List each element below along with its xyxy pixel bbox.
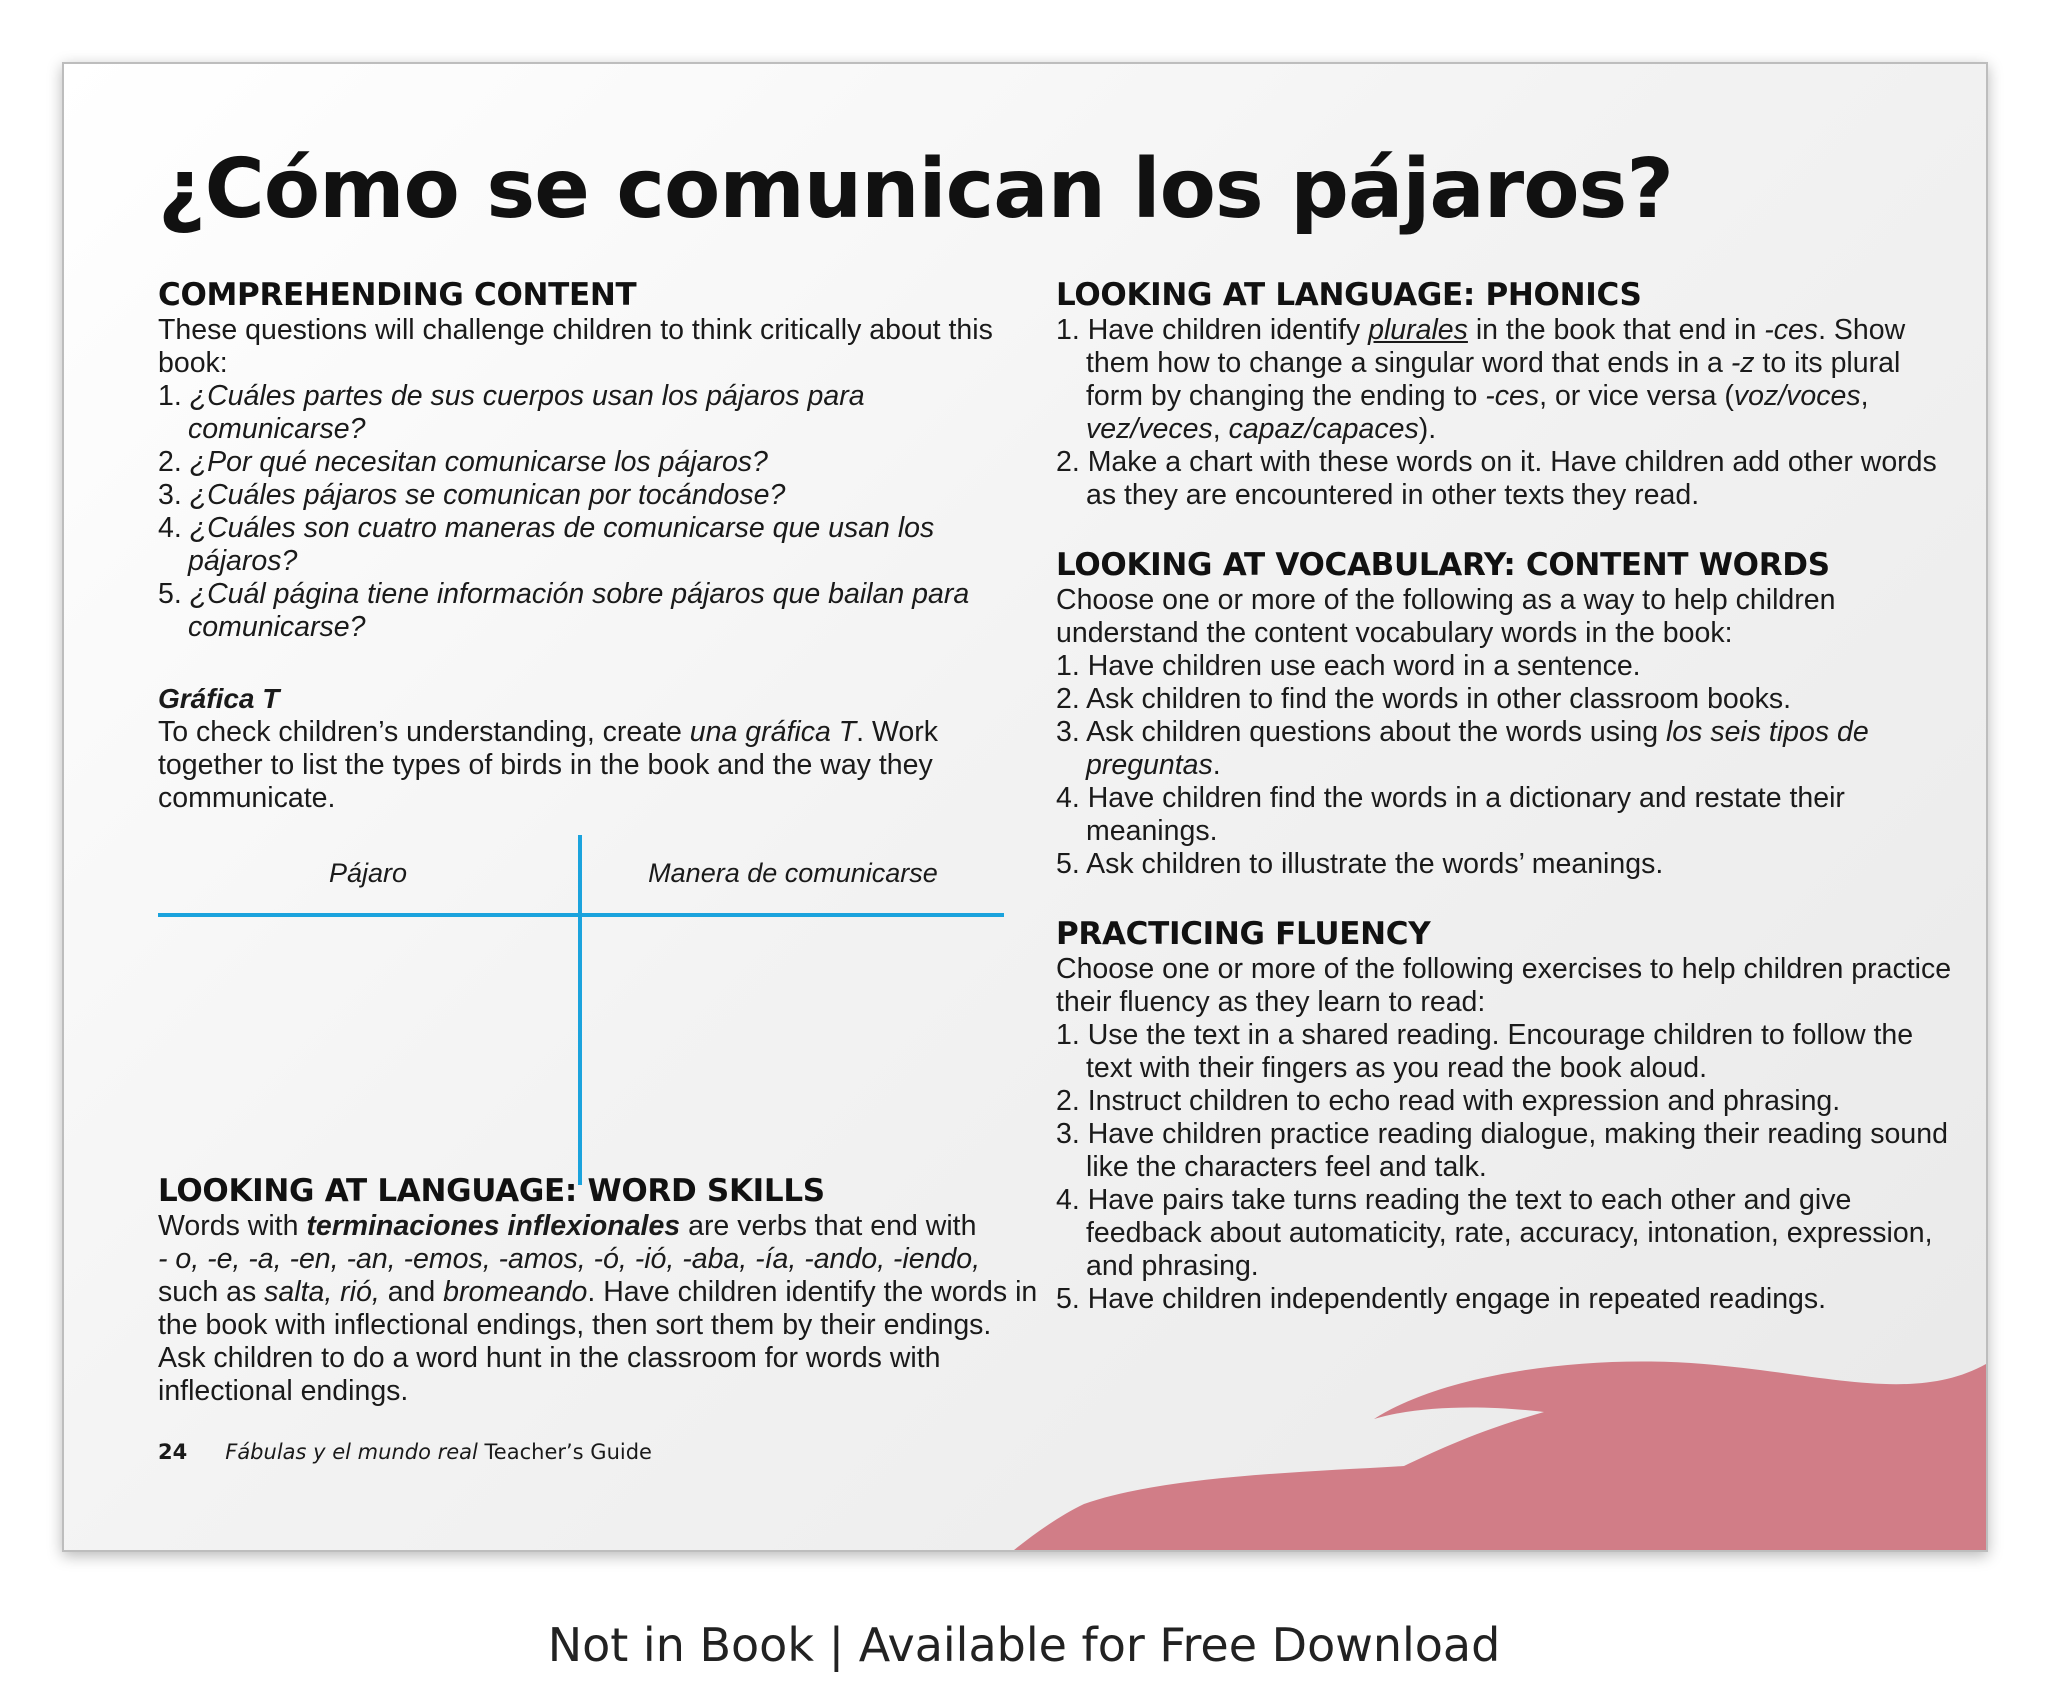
left-column [158, 276, 1038, 1185]
list-item: 2. ¿Por qué necesitan comunicarse los pájaros? [158, 446, 768, 478]
fluency-intro: Choose one or more of the following exercises to help children practice their fluency as they learn to read: [1056, 953, 1952, 1018]
list-item: 1. Have children identify plurales in the book that end in -ces. Show them how to change a singular word that ends in a -z to its plural form by changing the ending to -ces, or vice versa (voz/voces, vez/veces, capaz/capaces). [1056, 314, 1906, 445]
list-item: 1. Use the text in a shared reading. Encourage children to follow the text with their fingers as you read the book aloud. [1056, 1019, 1914, 1084]
wave-shape [1014, 1361, 1986, 1550]
t-chart-vertical-line [578, 835, 582, 1185]
list-item: 4. Have children find the words in a dictionary and restate their meanings. [1056, 782, 1845, 847]
comprehending-list [158, 380, 1038, 644]
vocabulary-heading: LOOKING AT VOCABULARY: CONTENT WORDS [1056, 547, 1830, 583]
download-caption: Not in Book | Available for Free Download [547, 1618, 1501, 1672]
t-chart-col-pajaro: Pájaro [328, 858, 408, 888]
word-skills-heading: LOOKING AT LANGUAGE: WORD SKILLS [158, 1173, 825, 1209]
list-item: 2. Instruct children to echo read with expression and phrasing. [1056, 1085, 1841, 1117]
list-item: 4. ¿Cuáles son cuatro maneras de comunicarse que usan los pájaros? [158, 512, 935, 577]
list-item: 1. ¿Cuáles partes de sus cuerpos usan los pájaros para comunicarse? [158, 380, 865, 445]
fluency-list [1056, 1019, 1956, 1316]
list-item: 4. Have pairs take turns reading the text to each other and give feedback about automaticity, rate, accuracy, intonation, expression, and phrasing. [1056, 1184, 1933, 1282]
guide-page [62, 62, 1988, 1552]
list-item: 3. ¿Cuáles pájaros se comunican por tocándose? [158, 479, 786, 511]
list-item: 1. Have children use each word in a sentence. [1056, 650, 1641, 682]
t-chart [158, 835, 1004, 1185]
comprehending-heading: COMPREHENDING CONTENT [158, 277, 637, 313]
guide-label: Teacher’s Guide [477, 1440, 652, 1464]
phonics-heading: LOOKING AT LANGUAGE: PHONICS [1056, 277, 1642, 313]
page-title: ¿Cómo se comunican los pájaros? [158, 142, 1673, 237]
book-title: Fábulas y el mundo real [225, 1440, 478, 1464]
right-column [1056, 276, 1956, 1316]
list-item: 5. ¿Cuál página tiene información sobre pájaros que bailan para comunicarse? [158, 578, 970, 643]
list-item: 5. Have children independently engage in repeated readings. [1056, 1283, 1827, 1315]
page-footer [158, 1440, 652, 1464]
list-item: 3. Have children practice reading dialogue, making their reading sound like the characters feel and talk. [1056, 1118, 1948, 1183]
vocabulary-intro: Choose one or more of the following as a way to help children understand the content vocabulary words in the book: [1056, 584, 1836, 649]
list-item: 3. Ask children questions about the words using los seis tipos de preguntas. [1056, 716, 1869, 781]
vocabulary-list [1056, 650, 1956, 881]
list-item: 2. Ask children to find the words in other classroom books. [1056, 683, 1792, 715]
fluency-heading: PRACTICING FLUENCY [1056, 916, 1431, 952]
page-number: 24 [158, 1440, 188, 1464]
list-item: 5. Ask children to illustrate the words’ meanings. [1056, 848, 1664, 880]
t-chart-col-manera: Manera de comunicarse [648, 858, 938, 888]
word-skills-section [158, 1172, 1038, 1408]
word-skills-text: Words with terminaciones inflexionales are verbs that end with - o, -e, -a, -en, -an, -emos, -amos, -ó, -ió, -aba, -ía, -ando, -iendo, such as salta, rió, and bromeando. Have children identify the words in the book with inflectional endings, then sort them by their endings. Ask children to do a word hunt in the classroom for words with inflectional endings. [158, 1210, 1038, 1407]
phonics-list [1056, 314, 1956, 512]
grafica-text: To check children’s understanding, create una gráfica T. Work together to list the types of birds in the book and the way they communicate. [158, 716, 938, 814]
comprehending-intro: These questions will challenge children to think critically about this book: [158, 314, 993, 379]
list-item: 2. Make a chart with these words on it. Have children add other words as they are encountered in other texts they read. [1056, 446, 1937, 511]
grafica-heading: Gráfica T [158, 683, 280, 714]
